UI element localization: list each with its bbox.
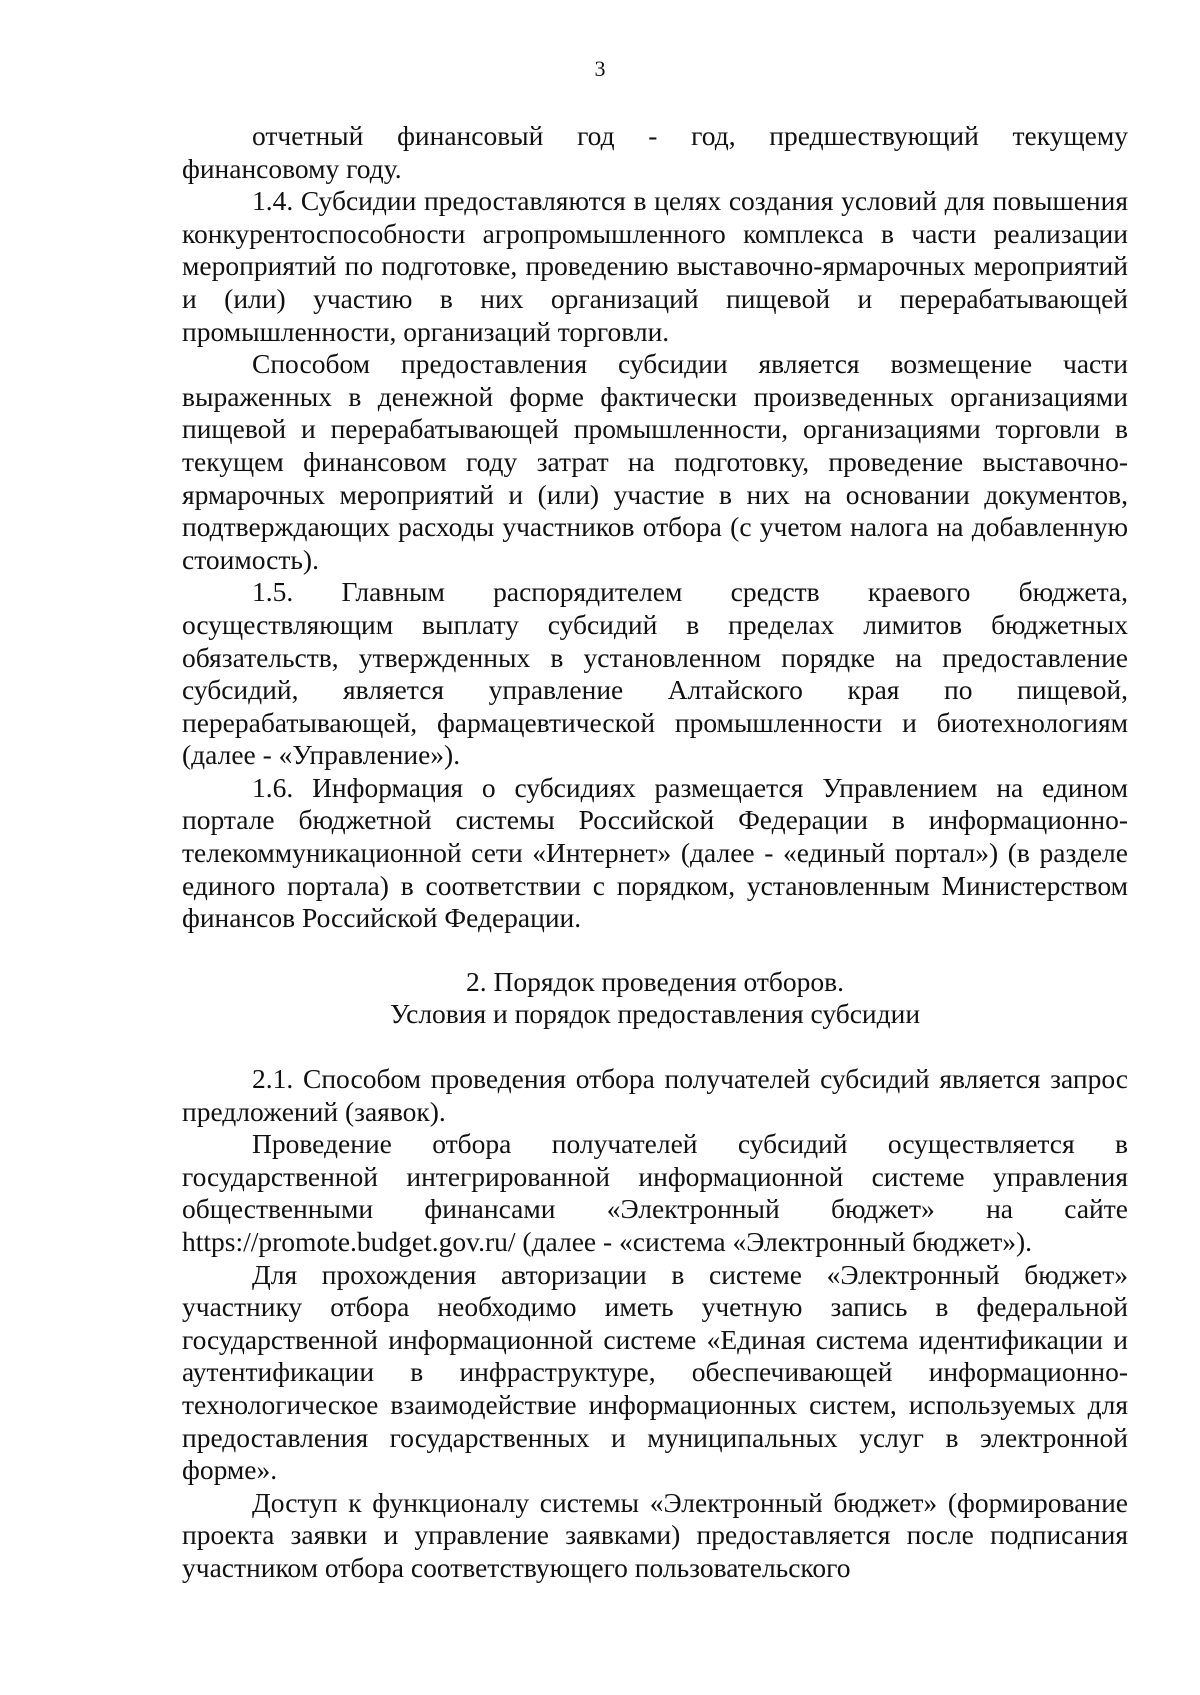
- paragraph-selection-system: Проведение отбора получателей субсидий осуществляется в государственной интегрированной информационной системе управления общественными финансами «Электронный бюджет» на сайте https://promote.budget.gov.ru/ (далее - «система «Электронный бюджет»).: [182, 1128, 1128, 1257]
- paragraph-1-5: 1.5. Главным распорядителем средств краевого бюджета, осуществляющим выплату субсидий в пределах лимитов бюджетных обязательств, утвержденных в установленном порядке на предоставление субсидий, является управление Алтайского края по пищевой, перерабатывающей, фармацевтической промышленности и биотехнологиям (далее - «Управление»).: [182, 576, 1128, 771]
- section-heading: [182, 966, 1128, 1031]
- paragraph-1-4: 1.4. Субсидии предоставляются в целях создания условий для повышения конкурентоспособности агропромышленного комплекса в части реализации мероприятий по подготовке, проведению выставочно-ярмарочных мероприятий и (или) участию в них организаций пищевой и перерабатывающей промышленности, организаций торговли.: [182, 185, 1128, 347]
- paragraph-reporting-year: отчетный финансовый год - год, предшествующий текущему финансовому году.: [182, 120, 1128, 184]
- paragraph-authorization: Для прохождения авторизации в системе «Электронный бюджет» участнику отбора необходимо иметь учетную запись в федеральной государственной информационной системе «Единая система идентификации и аутентификации в инфраструктуре, обеспечивающей информационно-технологическое взаимодействие информационных систем, используемых для предоставления государственных и муниципальных услуг в электронной форме».: [182, 1258, 1128, 1486]
- document-body: [182, 120, 1128, 1585]
- paragraph-1-6: 1.6. Информация о субсидиях размещается Управлением на едином портале бюджетной системы Российской Федерации в информационно-телекоммуникационной сети «Интернет» (далее - «единый портал») (в разделе единого портала) в соответствии с порядком, установленным Министерством финансов Российской Федерации.: [182, 771, 1128, 934]
- paragraph-access: Доступ к функционалу системы «Электронный бюджет» (формирование проекта заявки и управление заявками) предоставляется после подписания участником отбора соответствующего пользовательского: [182, 1486, 1128, 1583]
- paragraph-subsidy-method: Способом предоставления субсидии является возмещение части выраженных в денежной форме фактически произведенных организациями пищевой и перерабатывающей промышленности, организациями торговли в текущем финансовом году затрат на подготовку, проведение выставочно-ярмарочных мероприятий и (или) участие в них на основании документов, подтверждающих расходы участников отбора (с учетом налога на добавленную стоимость).: [182, 348, 1128, 575]
- section-heading-line-1: 2. Порядок проведения отборов.: [465, 965, 845, 997]
- paragraph-2-1: 2.1. Способом проведения отбора получателей субсидий является запрос предложений (заявок).: [182, 1063, 1128, 1127]
- page-number: 3: [594, 56, 606, 81]
- section-heading-line-2: Условия и порядок предоставления субсидии: [389, 998, 921, 1030]
